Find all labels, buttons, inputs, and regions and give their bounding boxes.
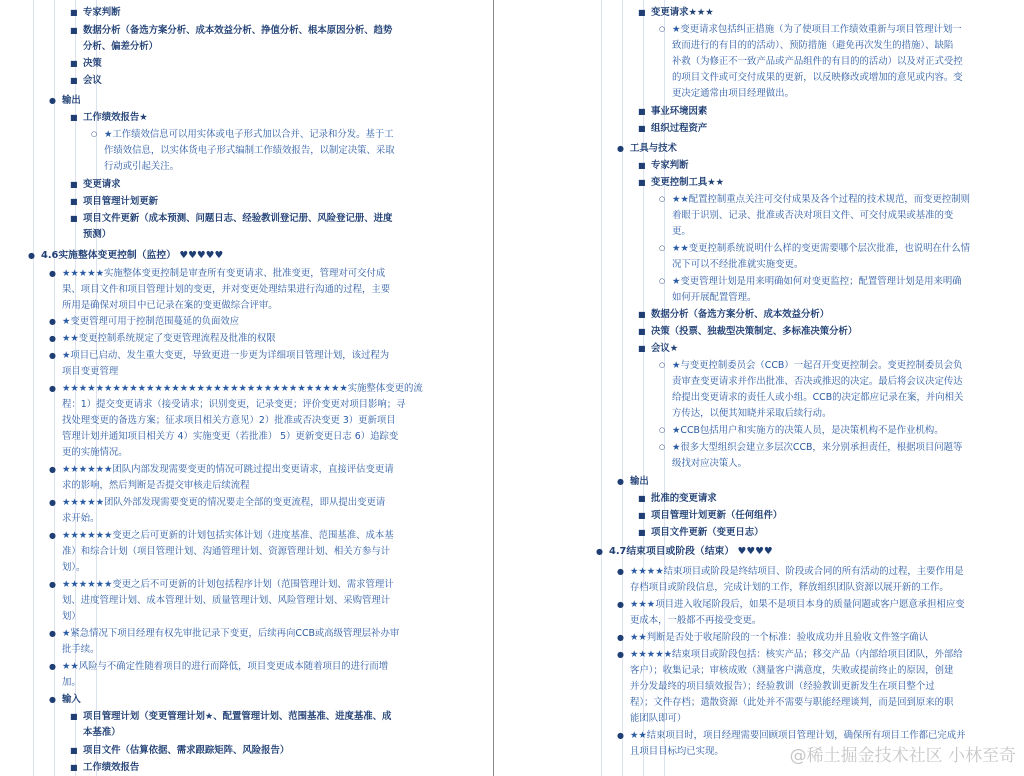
outline-line: 事业环境因素 xyxy=(651,106,708,117)
outline-line: 本基准） xyxy=(83,727,121,738)
square-bullet-icon: ■ xyxy=(638,161,646,170)
ring-bullet-icon: ○ xyxy=(659,277,666,285)
outline-line: 变更请求 xyxy=(83,179,121,190)
outline-line: 更决定通常由项目经理做出。 xyxy=(672,88,794,99)
outline-line: 决策 xyxy=(83,58,102,69)
ring-bullet-icon: ○ xyxy=(659,443,666,451)
outline-line: ★变更请求包括纠正措施（为了使项目工作绩效重新与项目管理计划一 xyxy=(672,24,962,35)
square-bullet-icon: ■ xyxy=(70,712,78,721)
outline-line: 变更请求★★★ xyxy=(651,7,714,18)
outline-line: ★★配置控制重点关注可交付成果及各个过程的技术规范，而变更控制则 xyxy=(672,194,971,205)
outline-line: 工作绩效报告★ xyxy=(83,112,148,123)
watermark-text: @稀土掘金技术社区 xyxy=(789,746,943,766)
dot-bullet-icon: ● xyxy=(617,633,624,642)
outline-line: 输出 xyxy=(62,95,81,106)
dot-bullet-icon: ● xyxy=(617,567,624,576)
watermark xyxy=(790,741,1016,766)
square-bullet-icon: ■ xyxy=(638,107,646,116)
square-bullet-icon: ■ xyxy=(70,197,78,206)
dot-bullet-icon: ● xyxy=(617,600,624,609)
square-bullet-icon: ■ xyxy=(70,26,78,35)
ring-bullet-icon: ○ xyxy=(659,426,666,434)
outline-line: 会议★ xyxy=(651,343,679,354)
outline-line: 且项目目标均已实现。 xyxy=(630,746,724,757)
dot-bullet-icon: ● xyxy=(596,547,603,556)
outline-line: 更的实施情况。 xyxy=(62,447,128,458)
ring-bullet-icon: ○ xyxy=(659,361,666,369)
outline-line: 并分发最终的项目绩效报告）；经验教训（经验教训更新发生在项目整个过 xyxy=(630,681,935,692)
outline-line: 找处理变更的备选方案；征求项目相关方意见）2）批准或否决变更 3）更新项目 xyxy=(62,415,396,426)
square-bullet-icon: ■ xyxy=(70,746,78,755)
square-bullet-icon: ■ xyxy=(70,763,78,772)
outline-line: 求的影响，然后判断是否提交审核走后续流程 xyxy=(62,480,250,491)
outline-line: 项目变更管理 xyxy=(62,366,119,377)
ring-bullet-icon: ○ xyxy=(659,195,666,203)
square-bullet-icon: ■ xyxy=(638,511,646,520)
outline-line: 输入 xyxy=(62,694,81,705)
outline-line: ★★结束项目时，项目经理需要回顾项目管理计划，确保所有项目工作都已完成并 xyxy=(630,730,966,741)
outline-line: 输出 xyxy=(630,476,649,487)
outline-line: 方传达，以便其知晓并采取后续行动。 xyxy=(672,408,832,419)
dot-bullet-icon: ● xyxy=(49,629,56,638)
outline-line: 批手续。 xyxy=(62,644,100,655)
square-bullet-icon: ■ xyxy=(638,344,646,353)
outline-line: ★★★★★★★★★★★★★★★★★★★★★★★★★★★★★★★★★★实施整体变更的流 xyxy=(62,383,423,394)
outline-line: 项目管理计划（变更管理计划★、配置管理计划、范围基准、进度基准、成 xyxy=(83,711,392,722)
outline-line: 管理计划并通知项目相关方 4）实施变更（若批准） 5）更新变更日志 6）追踪变 xyxy=(62,431,399,442)
outline-line: 补救（为修正不一致产品或产品组件的有目的的活动）以及对正式受控 xyxy=(672,56,963,67)
outline-line: ★★★★★★团队内部发现需要变更的情况可跳过提出变更请求，直接评估变更请 xyxy=(62,464,394,475)
dot-bullet-icon: ● xyxy=(49,317,56,326)
outline-line: 行动或引起关注。 xyxy=(104,161,180,172)
dot-bullet-icon: ● xyxy=(49,498,56,507)
square-bullet-icon: ■ xyxy=(638,310,646,319)
outline-line: ★很多大型组织会建立多层次CCB，来分别承担责任，根据项目问题等 xyxy=(672,442,963,453)
dot-bullet-icon: ● xyxy=(49,531,56,540)
left-page xyxy=(0,0,494,776)
outline-line: 专家判断 xyxy=(651,160,689,171)
dot-bullet-icon: ● xyxy=(49,96,56,105)
outline-line: 致而进行的有目的的活动）、预防措施（避免再次发生的措施）、缺陷 xyxy=(672,40,954,51)
ring-bullet-icon: ○ xyxy=(91,130,98,138)
square-bullet-icon: ■ xyxy=(70,59,78,68)
right-page xyxy=(495,0,1024,776)
dot-bullet-icon: ● xyxy=(617,650,624,659)
outline-line: 加。 xyxy=(62,677,81,688)
dot-bullet-icon: ● xyxy=(617,731,624,740)
outline-line: 项目管理计划更新 xyxy=(83,196,159,207)
outline-line: 组织过程资产 xyxy=(651,123,708,134)
outline-line: 决策（投票、独裁型决策制定、多标准决策分析） xyxy=(651,326,858,337)
outline-line: ★★★项目进入收尾阶段后，如果不是项目本身的质量问题或客户愿意承担相应变 xyxy=(630,599,965,610)
dot-bullet-icon: ● xyxy=(49,269,56,278)
outline-line: ★★风险与不确定性随着项目的进行而降低，项目变更成本随着项目的进行而增 xyxy=(62,661,389,672)
outline-line: 客户）；收集记录；审核成败（测量客户满意度，失败或提前终止的原因，创建 xyxy=(630,665,954,676)
outline-line: ★CCB包括用户和实施方的决策人员，是决策机构不是作业机构。 xyxy=(672,425,944,436)
outline-line: 项目文件更新（成本预测、问题日志、经验教训登记册、风险登记册、进度 xyxy=(83,213,393,224)
outline-line: ★★判断是否处于收尾阶段的一个标准：验收成功并且验收文件签字确认 xyxy=(630,632,929,643)
outline-line: ★紧急情况下项目经理有权先审批记录下变更，后续再向CCB或高级管理层补办审 xyxy=(62,628,400,639)
section-heading: 4.6实施整体变更控制（监控） ♥♥♥♥♥ xyxy=(41,250,224,261)
dot-bullet-icon: ● xyxy=(49,580,56,589)
outline-line: 预测） xyxy=(83,229,112,240)
outline-line: 程）；文件存档；遣散资源（此处并不需要与职能经理谈判，而是回到原来的职 xyxy=(630,697,954,708)
outline-line: 的项目文件或可交付成果的更新，以反映修改或增加的意见或内容。变 xyxy=(672,72,963,83)
square-bullet-icon: ■ xyxy=(70,180,78,189)
outline-line: 作绩效信息，以实体货电子形式编制工作绩效报告，以制定决策、采取 xyxy=(104,145,395,156)
outline-line: ★★★★★团队外部发现需要变更的情况要走全部的变更流程，即从提出变更请 xyxy=(62,497,386,508)
outline-line: ★★变更控制系统说明什么样的变更需要哪个层次批准，也说明在什么情 xyxy=(672,243,971,254)
outline-line: ★项目已启动、发生重大变更，导致更进一步更为详细项目管理计划，该过程为 xyxy=(62,350,390,361)
ring-bullet-icon: ○ xyxy=(659,25,666,33)
outline-line: 责审查变更请求并作出批准、否决或推迟的决定。最后将会议决定传达 xyxy=(672,376,963,387)
outline-line: 分析、偏差分析） xyxy=(83,41,159,52)
dot-bullet-icon: ● xyxy=(49,695,56,704)
outline-line: ★★★★★★变更之后不可更新的计划包括程序计划（范围管理计划、需求管理计 xyxy=(62,579,394,590)
dot-bullet-icon: ● xyxy=(49,351,56,360)
outline-line: 工具与技术 xyxy=(630,143,677,154)
dot-bullet-icon: ● xyxy=(617,477,624,486)
square-bullet-icon: ■ xyxy=(70,113,78,122)
outline-line: 批准的变更请求 xyxy=(651,493,717,504)
outline-line: 更。 xyxy=(672,226,691,237)
outline-line: 更成本，一般都不再接受变更。 xyxy=(630,615,762,626)
outline-line: 项目文件更新（变更日志） xyxy=(651,527,764,538)
dot-bullet-icon: ● xyxy=(49,662,56,671)
watermark-author: 小林至奇 xyxy=(948,746,1016,766)
outline-line: 会议 xyxy=(83,75,102,86)
outline-line: 级找对应决策人。 xyxy=(672,458,748,469)
outline-line: 存档项目或阶段信息，完成计划的工作，释放组织团队资源以展开新的工作。 xyxy=(630,582,949,593)
square-bullet-icon: ■ xyxy=(638,494,646,503)
dot-bullet-icon: ● xyxy=(49,384,56,393)
outline-line: 数据分析（备选方案分析、成本效益分析、挣值分析、根本原因分析、趋势 xyxy=(83,25,393,36)
square-bullet-icon: ■ xyxy=(638,528,646,537)
square-bullet-icon: ■ xyxy=(70,214,78,223)
square-bullet-icon: ■ xyxy=(70,8,78,17)
outline-line: 划） xyxy=(62,611,81,622)
square-bullet-icon: ■ xyxy=(638,327,646,336)
outline-line: 划、进度管理计划、成本管理计划、质量管理计划、风险管理计划、采购管理计 xyxy=(62,595,391,606)
outline-line: 专家判断 xyxy=(83,7,121,18)
outline-line: ★★★★★实施整体变更控制是审查所有变更请求、批准变更，管理对可交付成 xyxy=(62,268,386,279)
square-bullet-icon: ■ xyxy=(638,178,646,187)
outline-line: 果、项目文件和项目管理计划的变更，并对变更处理结果进行沟通的过程，主要 xyxy=(62,284,391,295)
outline-line: ★工作绩效信息可以用实体或电子形式加以合并、记录和分发。基于工 xyxy=(104,129,394,140)
outline-line: ★变更管理可用于控制范围蔓延的负面效应 xyxy=(62,316,240,327)
outline-line: 项目管理计划更新（任何组件） xyxy=(651,510,783,521)
dot-bullet-icon: ● xyxy=(28,251,35,260)
square-bullet-icon: ■ xyxy=(638,124,646,133)
outline-line: 求开始。 xyxy=(62,513,100,524)
outline-line: ★与变更控制委员会（CCB）一起召开变更控制会。变更控制委员会负 xyxy=(672,360,963,371)
outline-line: 如何开展配置管理。 xyxy=(672,292,757,303)
outline-line: 着眼于识别、记录、批准或否决对项目文件、可交付成果或基准的变 xyxy=(672,210,954,221)
outline-line: ★★★★★结束项目或阶段包括：核实产品；移交产品（内部给项目团队，外部给 xyxy=(630,649,963,660)
dot-bullet-icon: ● xyxy=(617,144,624,153)
outline-line: 工作绩效报告 xyxy=(83,762,140,773)
square-bullet-icon: ■ xyxy=(70,76,78,85)
outline-line: 变更控制工具★★ xyxy=(651,177,725,188)
outline-line: 程：1）提交变更请求（接受请求；识别变更，记录变更；评价变更对项目影响；寻 xyxy=(62,399,406,410)
ring-bullet-icon: ○ xyxy=(659,244,666,252)
outline-line: 给提出变更请求的责任人或小组。CCB的决定都应记录在案，并向相关 xyxy=(672,392,964,403)
outline-line: 况下可以不经批准就实施变更。 xyxy=(672,259,804,270)
section-heading: 4.7结束项目或阶段（结束） ♥♥♥♥ xyxy=(609,546,773,557)
outline-line: 划）。 xyxy=(62,562,86,573)
dot-bullet-icon: ● xyxy=(49,334,56,343)
square-bullet-icon: ■ xyxy=(638,8,646,17)
dot-bullet-icon: ● xyxy=(49,465,56,474)
outline-line: 数据分析（备选方案分析、成本效益分析） xyxy=(651,309,830,320)
outline-line: 准）和综合计划（项目管理计划、沟通管理计划、资源管理计划、相关方参与计 xyxy=(62,546,391,557)
outline-line: ★变更管理计划是用来明确如何对变更监控；配置管理计划是用来明确 xyxy=(672,276,962,287)
outline-line: 项目文件（估算依据、需求跟踪矩阵、风险报告） xyxy=(83,745,290,756)
outline-line: 所用是确保对项目中已记录在案的变更做综合评审。 xyxy=(62,300,278,311)
outline-line: ★★★★★★变更之后可更新的计划包括实体计划（进度基准、范围基准、成本基 xyxy=(62,530,394,541)
outline-line: 能团队即可） xyxy=(630,713,687,724)
outline-line: ★★★★结束项目或阶段是终结项目、阶段或合同的所有活动的过程，主要作用是 xyxy=(630,566,964,577)
outline-line: ★★变更控制系统规定了变更管理流程及批准的权限 xyxy=(62,333,276,344)
